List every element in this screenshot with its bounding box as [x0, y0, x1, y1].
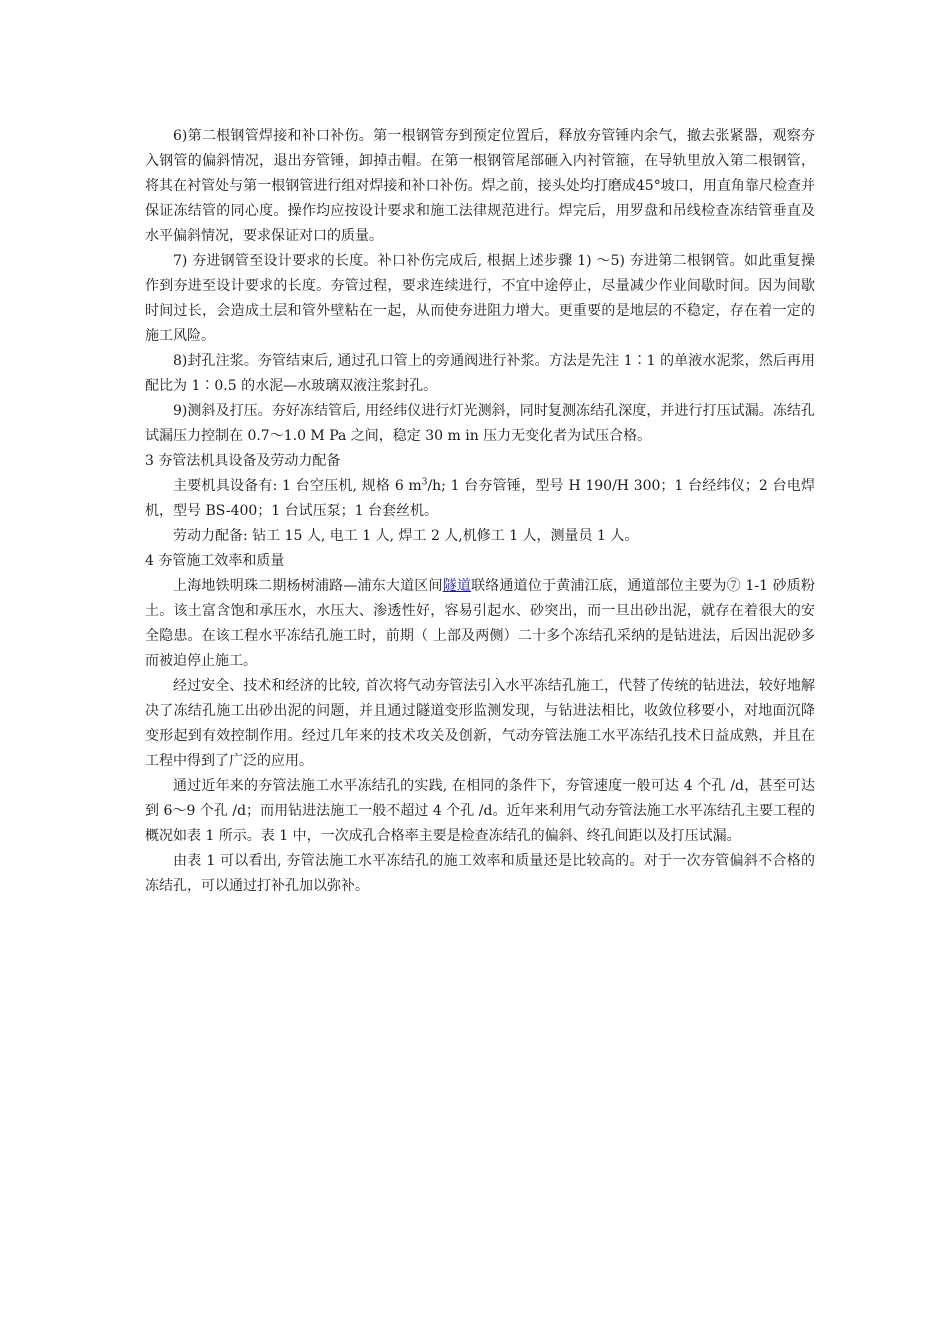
paragraph-step-7: 7) 夯进钢管至设计要求的长度。补口补伤完成后, 根据上述步骤 1) ～5) 夯进第二根钢管。如此重复操作到夯进至设计要求的长度。夯管过程，要求连续进行，不宜中途停止，尽量减少作业间歇时间。因为间歇时间过长，会造成土层和管外壁粘在一起，从而使夯进阻力增大。更重要的是地层的不稳定，存在着一定的施工风险。	[145, 253, 815, 344]
project-text-start: 上海地铁明珠二期杨树浦路—浦东大道区间	[173, 578, 443, 594]
tunnel-link[interactable]: 隧道	[442, 578, 472, 594]
paragraph-conclusion: 由表 1 可以看出, 夯管法施工水平冻结孔的施工效率和质量还是比较高的。对于一次夯管偏斜不合格的冻结孔，可以通过打补孔加以弥补。	[145, 853, 815, 894]
paragraph-step-8: 8)封孔注浆。夯管结束后, 通过孔口管上的旁通阀进行补浆。方法是先注 1∶1 的单液水泥浆，然后再用配比为 1∶0.5 的水泥—水玻璃双液注浆封孔。	[145, 353, 815, 394]
paragraph-project-intro	[145, 574, 815, 674]
section-heading-4: 4 夯管施工效率和质量	[145, 553, 285, 569]
paragraph-efficiency: 通过近年来的夯管法施工水平冻结孔的实践, 在相同的条件下，夯管速度一般可达 4 个孔 /d，甚至可达到 6～9 个孔 /d；而用钻进法施工一般不超过 4 个孔 /d。近年来利用气动夯管法施工水平冻结孔主要工程的概况如表 1 所示。表 1 中，一次成孔合格率主要是检查冻结孔的偏斜、终孔间距以及打压试漏。	[145, 778, 815, 844]
paragraph-step-9: 9)测斜及打压。夯好冻结管后, 用经纬仪进行灯光测斜，同时复测冻结孔深度，并进行打压试漏。冻结孔试漏压力控制在 0.7～1.0 M Pa 之间，稳定 30 m in 压力无变化者为试压合格。	[145, 403, 815, 444]
paragraph-equipment	[145, 474, 815, 524]
section-heading-3: 3 夯管法机具设备及劳动力配备	[145, 453, 341, 469]
paragraph-comparison: 经过安全、技术和经济的比较, 首次将气动夯管法引入水平冻结孔施工，代替了传统的钻进法，较好地解决了冻结孔施工出砂出泥的问题，并且通过隧道变形监测发现，与钻进法相比，收敛位移要小，对地面沉降变形起到有效控制作用。经过几年来的技术攻关及创新，气动夯管法施工水平冻结孔技术日益成熟，并且在工程中得到了广泛的应用。	[145, 678, 815, 769]
document-body	[145, 124, 815, 899]
paragraph-labor: 劳动力配备: 钻工 15 人, 电工 1 人, 焊工 2 人,机修工 1 人，测量员 1 人。	[173, 528, 639, 544]
equipment-text-start: 主要机具设备有: 1 台空压机, 规格 6 m	[173, 478, 422, 494]
equipment-text-end: /h; 1 台夯管锤，型号 H 190/H 300；1 台经纬仪；2 台电焊机，型号 BS-400；1 台试压泵；1 台套丝机。	[145, 478, 815, 519]
paragraph-step-6: 6)第二根钢管焊接和补口补伤。第一根钢管夯到预定位置后，释放夯管锤内余气，撤去张紧器，观察夯入钢管的偏斜情况，退出夯管锤，卸掉击帽。在第一根钢管尾部砸入内衬管箍，在导轨里放入第二根钢管，将其在衬管处与第一根钢管进行组对焊接和补口补伤。焊之前，接头处均打磨成45°坡口，用直角靠尺检查并保证冻结管的同心度。操作均应按设计要求和施工法律规范进行。焊完后，用罗盘和吊线检查冻结管垂直及水平偏斜情况，要求保证对口的质量。	[145, 128, 815, 244]
project-text-end: 联络通道位于黄浦江底，通道部位主要为⑦ 1-1 砂质粉土。该土富含饱和承压水，水压大、渗透性好，容易引起水、砂突出，而一旦出砂出泥，就存在着很大的安全隐患。在该工程水平冻结孔施工时，前期（ 上部及两侧）二十多个冻结孔采纳的是钻进法，后因出泥砂多而被迫停止施工。	[145, 578, 816, 669]
superscript-3: 3	[421, 477, 428, 488]
